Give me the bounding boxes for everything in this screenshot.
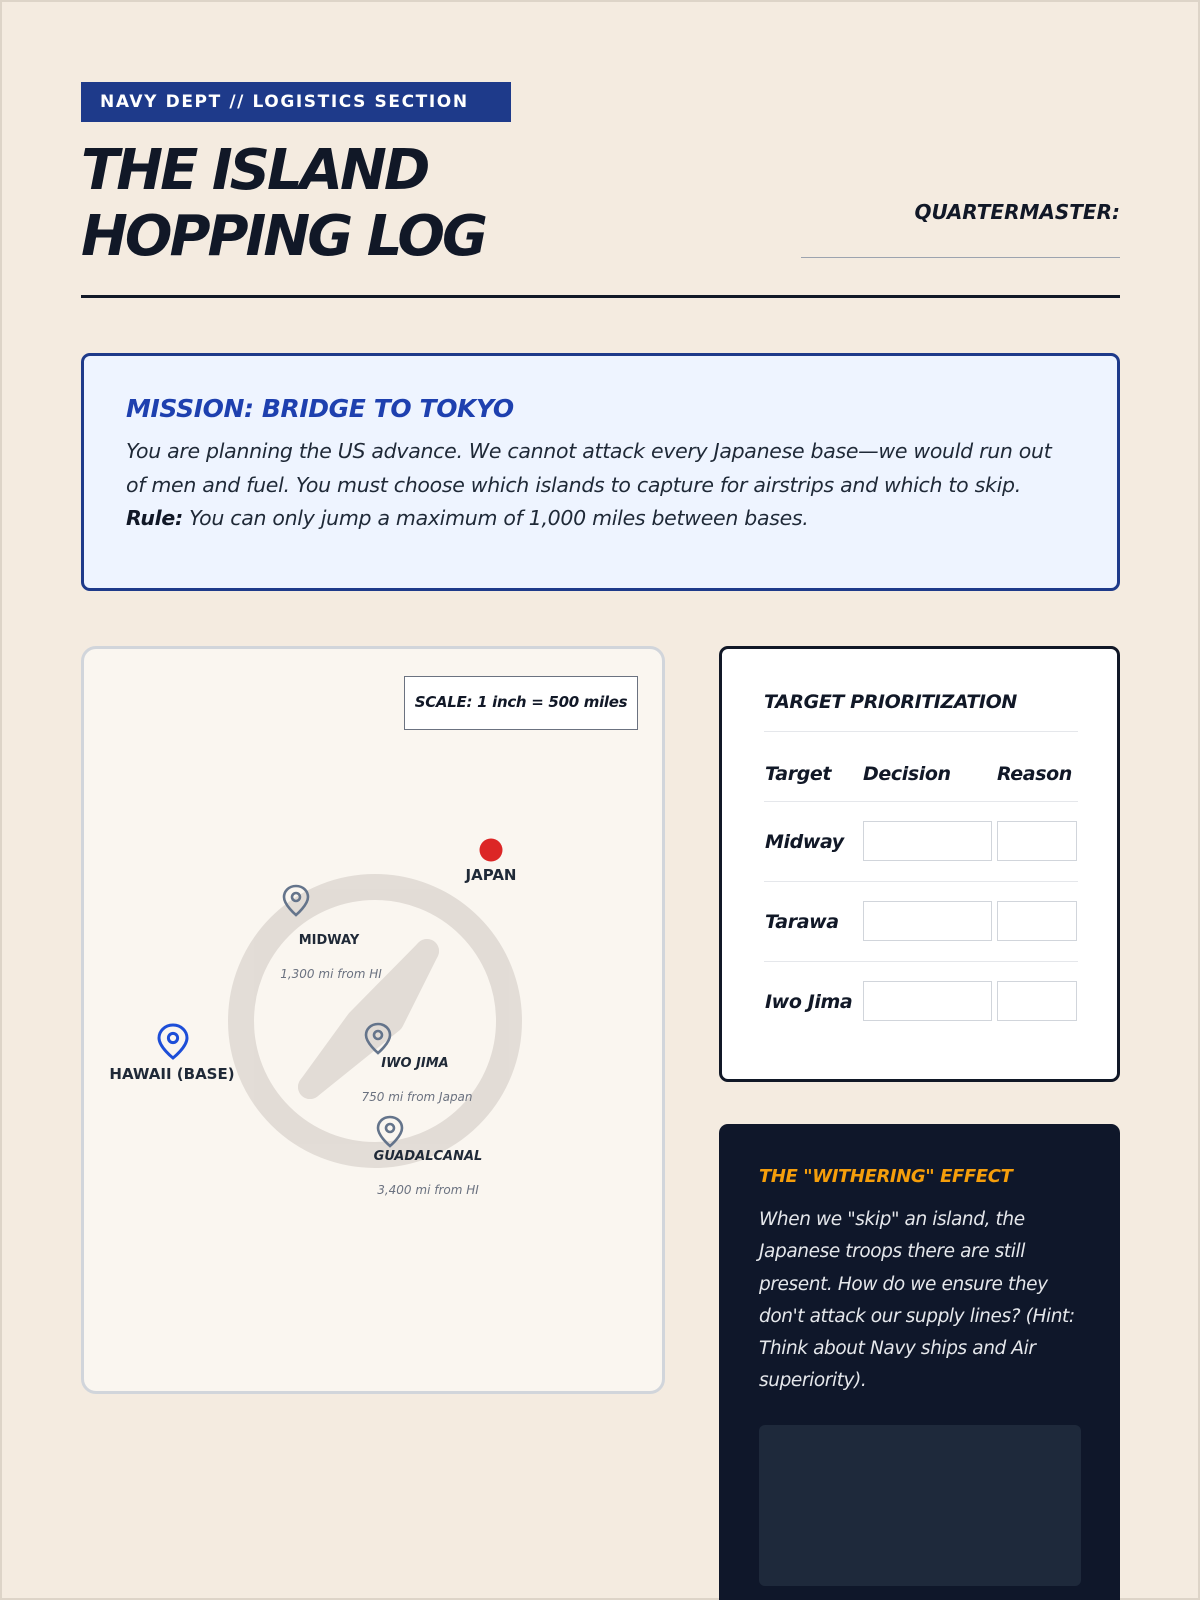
map-scale: SCALE: 1 inch = 500 miles: [404, 676, 638, 730]
header-divider: [81, 295, 1120, 298]
mission-rule-text: You can only jump a maximum of 1,000 miles between bases.: [189, 506, 809, 530]
table-divider: [764, 801, 1078, 802]
hawaii-map-pin-icon[interactable]: [159, 1025, 187, 1058]
target-table-title: TARGET PRIORITIZATION: [764, 691, 1017, 713]
row-target-iwo-jima: Iwo Jima: [765, 991, 853, 1013]
decision-input-midway[interactable]: [863, 821, 992, 861]
withering-title: THE "WITHERING" EFFECT: [759, 1166, 1013, 1187]
department-tag: NAVY DEPT // LOGISTICS SECTION: [81, 82, 511, 122]
decision-input-iwo-jima[interactable]: [863, 981, 992, 1021]
row-target-tarawa: Tarawa: [765, 911, 839, 933]
pacific-map: [81, 646, 665, 1394]
map-distance-iwo-jima: 750 mi from Japan: [361, 1090, 473, 1104]
page-title: [81, 138, 485, 270]
target-prioritization-table: [719, 646, 1120, 1082]
map-distance-guadalcanal: 3,400 mi from HI: [377, 1183, 479, 1197]
mission-text: [126, 435, 1075, 536]
map-distance-midway: 1,300 mi from HI: [280, 967, 382, 981]
page-title-line-2: HOPPING LOG: [81, 204, 485, 269]
column-header-target: Target: [765, 763, 832, 785]
mission-title: MISSION: BRIDGE TO TOKYO: [126, 394, 514, 423]
row-target-midway: Midway: [765, 831, 844, 853]
quartermaster-label: QUARTERMASTER:: [914, 200, 1120, 224]
withering-effect-panel: [719, 1124, 1120, 1600]
map-label-midway: MIDWAY: [298, 933, 360, 948]
page-title-line-1: THE ISLAND: [81, 138, 428, 203]
withering-answer-box[interactable]: [759, 1425, 1081, 1586]
column-header-decision: Decision: [863, 763, 951, 785]
map-label-guadalcanal: GUADALCANAL: [373, 1149, 483, 1164]
map-graphics: [84, 649, 665, 1394]
quartermaster-field[interactable]: [801, 257, 1120, 258]
map-label-japan: JAPAN: [465, 866, 517, 884]
reason-input-tarawa[interactable]: [997, 901, 1077, 941]
mission-briefing: [81, 353, 1120, 591]
reason-input-iwo-jima[interactable]: [997, 981, 1077, 1021]
reason-input-midway[interactable]: [997, 821, 1077, 861]
map-label-iwo-jima: IWO JIMA: [381, 1056, 449, 1071]
map-label-hawaii: HAWAII (BASE): [109, 1065, 235, 1083]
table-divider: [764, 961, 1078, 962]
withering-question: When we "skip" an island, the Japanese troops there are still present. How do we ensure they don't attack our supply lines? (Hint: Think about Navy ships and Air superiority).: [759, 1209, 1075, 1392]
column-header-reason: Reason: [997, 763, 1072, 785]
mission-body: You are planning the US advance. We cannot attack every Japanese base—we would run out of men and fuel. You must choose which islands to capture for airstrips and which to skip.: [126, 439, 1052, 497]
japan-marker[interactable]: [480, 839, 503, 862]
table-divider: [764, 731, 1078, 732]
table-divider: [764, 881, 1078, 882]
compass-icon: [241, 887, 509, 1155]
mission-rule-label: Rule:: [126, 506, 183, 530]
decision-input-tarawa[interactable]: [863, 901, 992, 941]
